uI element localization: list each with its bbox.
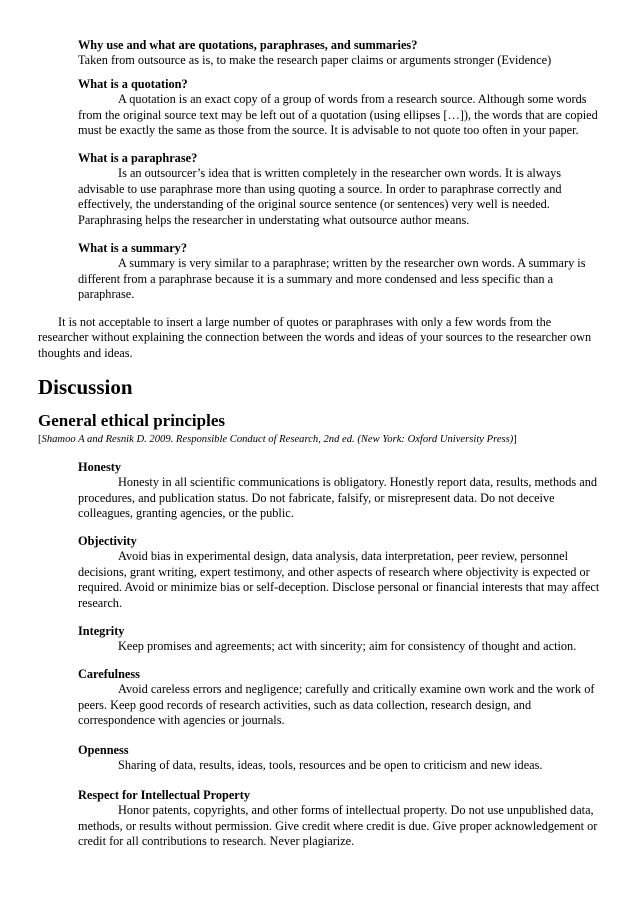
quotation-section xyxy=(78,77,602,139)
principle-carefulness xyxy=(78,667,602,729)
principle-intellectual-property xyxy=(78,788,602,850)
principle-text: Honesty in all scientific communications is obligatory. Honestly report data, results, methods and procedures, and publication status. Do not fabricate, falsify, or misrepresent data. Do not deceive colleagues, granting agencies, or the public. xyxy=(78,475,598,521)
why-text: Taken from outsource as is, to make the research paper claims or arguments stronger (Evidence) xyxy=(78,53,552,68)
why-section xyxy=(78,38,602,69)
principle-openness xyxy=(78,743,602,774)
principle-title: Carefulness xyxy=(78,667,140,681)
citation xyxy=(38,433,608,447)
citation-open: [ xyxy=(38,434,42,445)
principle-text: Honor patents, copyrights, and other forms of intellectual property. Do not use unpublished data, methods, or results without permission. Give credit where credit is due. Give proper acknowledgement or credit for all contributions to research. Never plagiarize. xyxy=(78,803,598,849)
principle-title: Integrity xyxy=(78,624,125,638)
principle-title: Openness xyxy=(78,743,129,757)
principle-integrity xyxy=(78,624,602,655)
principle-honesty xyxy=(78,460,602,522)
principle-title: Objectivity xyxy=(78,534,137,548)
summary-section xyxy=(78,241,602,303)
principle-title: Honesty xyxy=(78,460,122,474)
principle-text: Avoid bias in experimental design, data analysis, data interpretation, peer review, personnel decisions, grant writing, expert testimony, and other aspects of research where objectivity is expected or required. Avoid or minimize bias or self-deception. Disclose personal or financial interests that may affect research. xyxy=(78,549,600,610)
principle-title: Respect for Intellectual Property xyxy=(78,788,250,802)
principle-text: Avoid careless errors and negligence; carefully and critically examine own work and the work of peers. Keep good records of research activities, such as data collection, research design, and correspondence with agencies or journals. xyxy=(78,682,595,728)
principle-text: Sharing of data, results, ideas, tools, resources and be open to criticism and new ideas. xyxy=(118,758,543,773)
principle-text: Keep promises and agreements; act with sincerity; aim for consistency of thought and action. xyxy=(118,639,577,654)
citation-close: ] xyxy=(513,434,517,445)
principle-objectivity xyxy=(78,534,602,611)
summary-heading: What is a summary? xyxy=(78,241,187,255)
general-principles-heading: General ethical principles xyxy=(38,411,225,430)
paraphrase-section xyxy=(78,151,602,228)
paraphrase-heading: What is a paraphrase? xyxy=(78,151,198,165)
acceptability-paragraph: It is not acceptable to insert a large number of quotes or paraphrases with only a few words from the researcher without explaining the connection between the words and ideas of your sources to the researcher own thoughts and ideas. xyxy=(38,315,592,360)
quotation-heading: What is a quotation? xyxy=(78,77,188,91)
why-heading: Why use and what are quotations, paraphrases, and summaries? xyxy=(78,38,418,52)
quotation-text: A quotation is an exact copy of a group of words from a research source. Although some words from the original source text may be left out of a quotation (using ellipses […]), the words that are copied must be exactly the same as those from the source. It is advisable to not quote too often in your paper. xyxy=(78,92,598,138)
discussion-heading: Discussion xyxy=(38,375,133,399)
paraphrase-text: Is an outsourcer’s idea that is written completely in the researcher own words. It is always advisable to use paraphrase more than using quoting a source. In order to paraphrase correctly and effectively, the understanding of the original source sentence (or sentences) very well is needed. Paraphrasing helps the researcher in understating what outsource author means. xyxy=(78,166,562,227)
summary-text: A summary is very similar to a paraphrase; written by the researcher own words. A summary is different from a paraphrase because it is a summary and more condensed and less specific than a paraphrase. xyxy=(78,256,586,302)
citation-text: Shamoo A and Resnik D. 2009. Responsible Conduct of Research, 2nd ed. (New York: Oxford University Press) xyxy=(41,434,514,445)
